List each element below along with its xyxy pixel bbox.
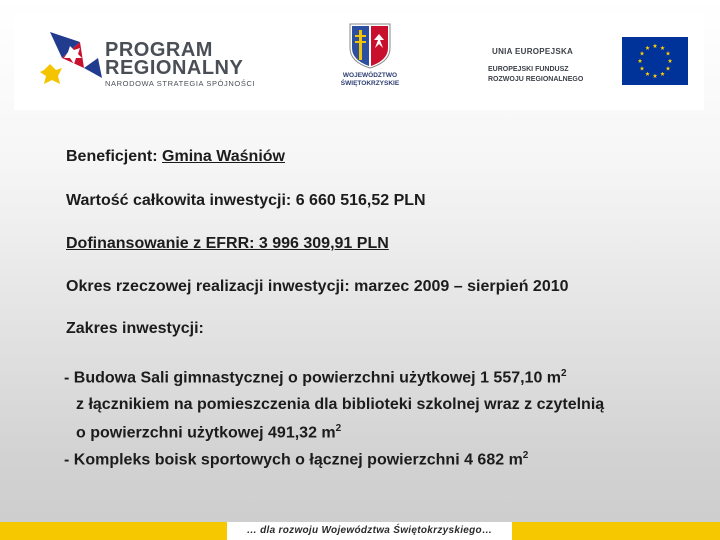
superscript: 2 bbox=[335, 423, 342, 434]
eu-fund-line2: ROZWOJU REGIONALNEGO bbox=[488, 76, 584, 83]
program-title-line2: REGIONALNY bbox=[105, 57, 244, 79]
voivodeship-name-line2: ŚWIĘTOKRZYSKIE bbox=[340, 80, 400, 87]
program-subtitle: NARODOWA STRATEGIA SPÓJNOŚCI bbox=[105, 79, 256, 88]
eu-title: UNIA EUROPEJSKA bbox=[492, 47, 574, 56]
scope-item1-text3: o powierzchni użytkowej 491,32 m bbox=[76, 424, 336, 442]
eu-fund-line1: EUROPEJSKI FUNDUSZ bbox=[488, 66, 569, 73]
period-line: Okres rzeczowej realizacji inwestycji: marzec 2009 – sierpień 2010 bbox=[66, 278, 569, 295]
scope-item1-line2: z łącznikiem na pomieszczenia dla biblioteki szkolnej wraz z czytelnią bbox=[76, 396, 605, 413]
beneficiary-value: Gmina Waśniów bbox=[162, 148, 285, 165]
program-title-line1: PROGRAM bbox=[105, 39, 213, 61]
beneficiary-label: Beneficjent: bbox=[66, 148, 163, 165]
scope-item2 bbox=[64, 450, 528, 469]
beneficiary-line bbox=[66, 148, 285, 166]
logo-bar bbox=[14, 12, 704, 110]
program-regionalny-logo bbox=[40, 28, 112, 92]
footer-bar bbox=[0, 522, 720, 540]
footer-slogan: … dla rozwoju Województwa Świętokrzyskiego… bbox=[227, 522, 512, 540]
cofinancing-line: Dofinansowanie z EFRR: 3 996 309,91 PLN bbox=[66, 235, 389, 252]
scope-item2-text: - Kompleks boisk sportowych o łącznej powierzchni 4 682 m bbox=[64, 451, 523, 469]
superscript: 2 bbox=[561, 368, 567, 379]
total-value-line: Wartość całkowita inwestycji: 6 660 516,52 PLN bbox=[66, 192, 426, 209]
scope-item1-line1 bbox=[64, 368, 567, 387]
scope-item1-text1: - Budowa Sali gimnastycznej o powierzchni użytkowej 1 557,10 m bbox=[64, 369, 562, 387]
voivodeship-coat-of-arms bbox=[348, 22, 392, 70]
eu-flag bbox=[622, 37, 688, 85]
scope-label: Zakres inwestycji: bbox=[66, 320, 204, 337]
voivodeship-name-line1: WOJEWÓDZTWO bbox=[342, 72, 398, 79]
superscript: 2 bbox=[522, 450, 529, 461]
scope-item1-line3 bbox=[76, 423, 341, 442]
